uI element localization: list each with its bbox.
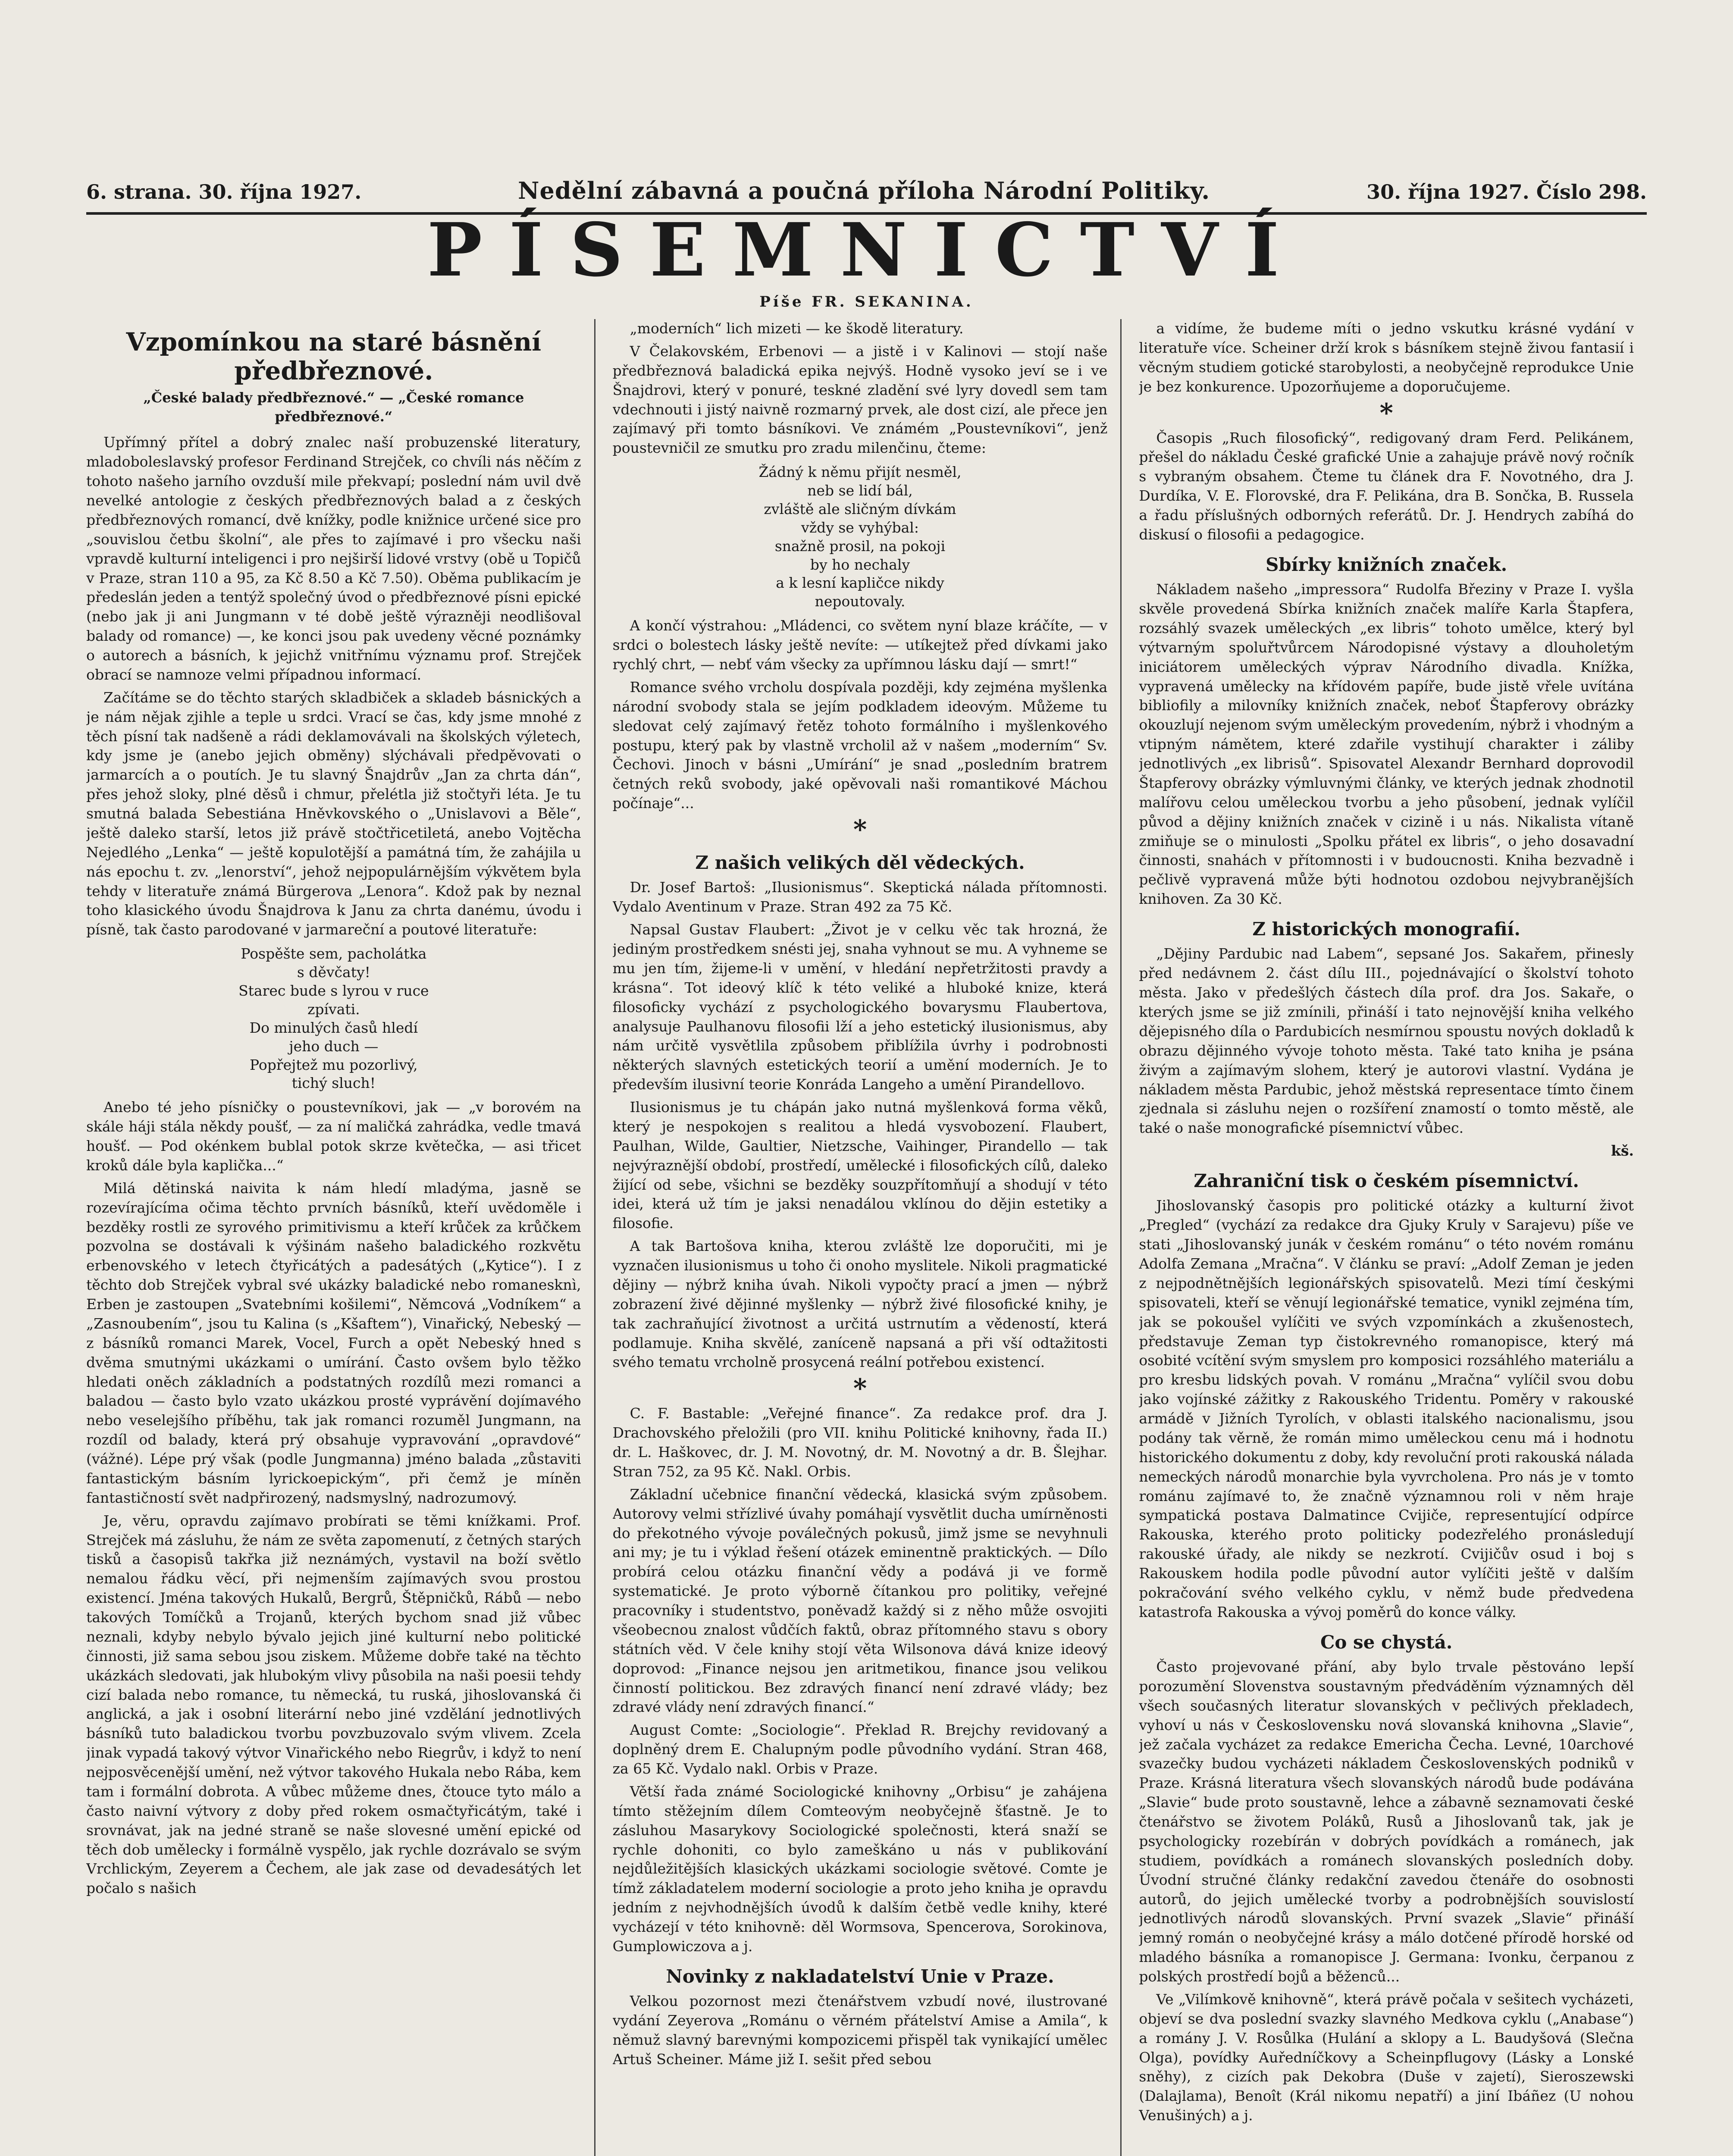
paragraph: Často projevované přání, aby bylo trvale pěstováno lepší porozumění Slovenstva soustavným předváděním významných děl všech současných literatur slovanských v pečlivých překladech, vyhoví u nás v Československu nová slovanská knihovna „Slavie“, jež začala vycházet za redakce Emericha Čecha. Levné, 10archové svazečky budou vycházeti nákladem Československých podniků v Praze. Krásná literatura všech slovanských národů bude podávána „Slavie“ bude proto soustavně, lehce a zábavně seznamovati české čtenářstvo se životem Poláků, Rusů a Jihoslovanů tak, jak je psychologicky rozebírán v dobrých povídkách a románech, jak studiem, povídkách a románech slovanských posledních doby. Úvodní stručné články redakční zavedou čtenáře do osobnosti autorů, do jejich umělecké tvorby a podrobnějších souvislostí jednotlivých národů slovanských. První svazek „Slavie“ přináší jemný román o neobyčejné krásy a málo dotčené přírodě horské od mladého básníka a romanopisce J. Germana: Ivonku, čerpanou z polských prostředí bojů a běženců... [1139, 1658, 1634, 1985]
poem-line: zvláště ale sličným dívkám [764, 500, 956, 517]
section-author: Píše FR. SEKANINA. [759, 293, 974, 310]
paragraph: A končí výstrahou: „Mládenci, co světem nyní blaze kráčíte, — v srdci o bolestech lásky ještě nevíte: — utíkejtež před dívkami jako rychlý chrt, — nebť vám všecky za upřímnou lásku dají — smrt!“ [612, 617, 1108, 673]
header-left: 6. strana. 30. října 1927. [86, 180, 362, 204]
paragraph: Dr. Josef Bartoš: „Ilusionismus“. Skeptická nálada přítomnosti. Vydalo Aventinum v Praze. Stran 492 za 75 Kč. [612, 879, 1108, 915]
poem-line: Starec bude s lyrou v ruce [238, 982, 429, 999]
paragraph: Romance svého vrcholu dospívala později, kdy zejména myšlenka národní svobody stala se jejím podkladem ideovým. Můžeme tu sledovat celý zajímavý řetěz tohoto formálního i myšlenkového postupu, který pak by vlastně vrcholil až v našem „moderním“ Sv. Čechovi. Jinoch v básni „Umírání“ je snad „posledním bratrem četných reků svobody, jaké opěvovali naši romantikové Máchou počínaje“... [612, 678, 1108, 812]
paragraph: August Comte: „Sociologie“. Překlad R. Brejchy revidovaný a doplněný drem E. Chalupným podle původního vydání. Stran 468, za 65 Kč. Vydalo nakl. Orbis v Praze. [612, 1721, 1108, 1777]
poem-line: Žádný k němu přijít nesměl, [758, 464, 962, 481]
article-columns [86, 319, 1647, 2156]
poem-line: jeho duch — [289, 1037, 379, 1055]
section-heading: Z historických monografií. [1252, 918, 1520, 940]
paragraph: Ve „Vilímkově knihovně“, která právě počala v sešitech vycházeti, objeví se dva poslední svazky slavného Medkova cyklu („Anabase“) a romány J. V. Rosůlka (Hulání a sklopy a L. Baudyšová (Slečna Olga), povídky Auředníčkovy a Scheinpflugovy (Lásky a Lonské sněhy), z cizích pak Dekobra (Duše v zajetí), Sieroszewski (Dalajlama), Benoît (Král nikomu nepatří) a jiní Ibáñez (U nohou Venušiných) a j. [1139, 1990, 1634, 2124]
poem [613, 463, 1108, 611]
paragraph: Napsal Gustav Flaubert: „Život je v celku věc tak hrozná, že jediným prostředkem snésti jej, snaha vyhnout se mu. A vyhneme se mu jen tím, žijeme-li v umění, v hledání nepřetržitosti pravdy a krásna“. Tot ideový klíč k této veliké a hluboké knize, která filosoficky vychází z psychologického bovarysmu Flaubertova, analysuje Paulhanovu filosofii lží a jeho estetický ilusionismus, aby nám určitě vysvětlila způsobem přiblížila úvrhy i podrobnosti některých slavných estetických teorií a umění moderních. Je to především ilusivní teorie Konráda Langeho a umění Pirandellovo. [612, 921, 1108, 1093]
asterisk-separator-icon: * [853, 815, 867, 845]
poem-line: zpívati. [307, 1000, 360, 1018]
section-masthead: PÍSEMNICTVÍ [427, 207, 1306, 293]
poem-line: Pospěšte sem, pacholátka [241, 945, 427, 962]
paragraph: Základní učebnice finanční vědecká, klasická svým způsobem. Autorovy velmi střízlivé úvahy pomáhají vysvětlit ducha umírněnosti do překotného vývoje poválečných pokusů, jimž jsme se nevyhnuli ani my; je tu i výklad řešení otázek eminentně praktických. — Dílo probírá celou otázku finanční vědy a podává ji ve formě systematické. Je proto výborně čítankou pro politiky, veřejné pracovníky i studentstvo, poněvadž každý si z něho může osvojiti všeobecnou znalost vůdčích faktů, obraz přítomného stavu s obory státních věd. V čele knihy stojí věta Wilsonova dává knize ideový doprovod: „Finance nejsou jen aritmetikou, finance jsou velikou činností politickou. Bez zdravých financí není zdravé vlády; bez zdravé vlády není zdravých financí.“ [612, 1485, 1108, 1716]
paragraph: Jihoslovanský časopis pro politické otázky a kulturní život „Pregled“ (vychází za redakce dra Gjuky Kruly v Sarajevu) píše ve stati „Jihoslovanský junák v českém románu“ o této novém románu Adolfa Zemana „Mračna“. V článku se praví: „Adolf Zeman je jeden z nejpodnětnějších legionářských spisovatelů. Mezi tímí českými spisovateli, kteří se věnují legionářské tematice, vynikl zejména tím, jak se pokoušel vylíčiti ve svých vzpomínkách a zkušenostech, představuje Zeman typ čistokrevného romanopisce, který má osobité vcítění svým smyslem pro komposici rozsáhlého materiálu a pro kresbu lidských povah. V románu „Mračna“ vylíčil svou dobu jako vojínské zážitky z Rakouského Tridentu. Poměry v rakouské armádě v Jižních Tyrolích, v oblasti italského nacionalismu, jsou podány tak věrně, že román mimo uměleckou cenu má i hodnotu historického dokumentu z doby, kdy revoluční proti rakouská nálada nemeckých národů monarchie byla vyvrcholena. Pro nás je v tomto románu zajímavé to, že značně významnou roli v něm hraje sympatická postava Dalmatince Cvijiče, representující odpírce Rakouska, kterého proto politicky podezřelého pronásledují rakouské úřady, ale nikdy se nezkrotí. Cvijičův osud i boj s Rakouskem hodila podle původní autor vylíčiti ještě v dalším pokračování svého velkého cyklu, v němž bude předvedena katastrofa Rakouska a vývoj poměrů do konce války. [1139, 1197, 1634, 1620]
column-2 [613, 319, 1122, 2156]
paragraph: C. F. Bastable: „Veřejné finance“. Za redakce prof. dra J. Drachovského přeložili (pro VII. knihu Politické knihovny, řada II.) dr. L. Haškovec, dr. J. M. Novotný, dr. M. Novotný a dr. B. Šlejhar. Stran 752, za 95 Kč. Nakl. Orbis. [612, 1405, 1108, 1480]
poem-line: a k lesní kapličce nikdy [776, 574, 944, 592]
paragraph: a vidíme, že budeme míti o jedno vskutku krásné vydání v literatuře více. Scheiner drží krok s básníkem stejně živou fantasií i věcným studiem gotické starobylosti, a neobyčejně reprodukce Unie je bez konkurence. Upozorňujeme a doporučujeme. [1139, 320, 1634, 395]
asterisk-separator-icon: * [1379, 398, 1393, 428]
poem-line: Popřejtež mu pozorlivý, [250, 1056, 418, 1073]
poem-line: nepoutovaly. [815, 593, 906, 610]
section-heading: Z našich velikých děl vědeckých. [695, 852, 1025, 873]
poem-line: vždy se vyhýbal: [801, 519, 919, 536]
paragraph: Větší řada známé Sociologické knihovny „Orbisu“ je zahájena tímto stěžejním dílem Comteovým neobyčejně šťastně. Je to zásluhou Masarykovy Sociologické společnosti, která snaží se rychle dohoniti, co bylo zameškáno u nás v publikování nejdůležitějších klasických ukázkami sociologie světové. Comte je tímž základatelem moderní sociologie a proto jeho kniha je opravdu jedním z nejvhodnějších úvodů k dalším četbě vedle knihy, které vycházejí v této knihovně: děl Wormsova, Spencerova, Sorokinova, Gumplowiczova a j. [612, 1783, 1108, 1955]
article-title: Vzpomínkou na staré básnění předbřeznové. [126, 327, 542, 385]
paragraph: Je, věru, opravdu zajímavo probírati se těmi knížkami. Prof. Strejček má zásluhu, že nám ze světa zapomenutí, z četných starých tisků a časopisů takřka již neznámých, vystavil na boží světlo nemalou řádku věcí, při nejmenším zajímavých svou prostou existencí. Jména takových Hukalů, Bergrů, Štěpničků, Rábů — nebo takových Tomíčků a Trojanů, kterých bychom snad již vůbec neznali, kdyby nebylo bývalo jejich jiné kulturní nebo politické činnosti, již sama sebou jsou ziskem. Můžeme dobře také na těchto ukázkách sledovati, jak hlubokým vlivy působila na naši poesii tehdy cizí balada nebo romance, tu německá, tu ruská, jihoslovanská či anglická, a jak i osobní literární nebo jiné vzdělání jednotlivých básníků tuto baladickou tvorbu povzbuzovalo svým vlivem. Zcela jinak vypadá takový výtvor Vinařického nebo Riegrův, i když to není nejposvěcenější umění, než výtvor takového Hukala nebo Rába, kem tam i formální dobrota. A vůbec můžeme dnes, čtouce tyto málo a často naivní výtvory z doby před rokem osmačtyřicátým, také i srovnávat, jak na jedné straně se naše slovesné umění epické od těch dob umělecky i formálně vyspělo, jak rychle dozrávalo se svým Vrchlickým, Zeyerem a Čechem, ale jak zase od devadesátých let počalo s našich [86, 1512, 581, 1897]
paragraph: Upřímný přítel a dobrý znalec naší probuzenské literatury, mladoboleslavský profesor Ferdinand Strejček, co chvíli nás něčím z tohoto našeho jarního ovzduší mile překvapí; poslední nám uvil dvě nevelké antologie z českých předbřeznových balad a z českých předbřeznových romancí, dvě knížky, podle knižnice určené sice pro „souvislou četbu školní“, ale přes to zajímavé i pro všecku naši vpravdě kulturní inteligenci i pro nejširší lidové vrstvy (obě u Topičů v Praze, stran 110 a 95, za Kč 8.50 a Kč 7.50). Oběma publikacím je předeslán jeden a tentýž společný úvod o předbřeznové písni epické (nebo jak ji ani Jungmann v té době ještě výrazněji neodlišoval balady od romance) —, ke konci jsou pak uvedeny věcné poznámky o autorech a básních, k jejichž vnitřnímu významu prof. Strejček obrací se namnoze velmi případnou informací. [86, 434, 581, 683]
column-3 [1139, 319, 1647, 2156]
signature: kš. [1611, 1142, 1634, 1159]
paragraph: A tak Bartošova kniha, kterou zvláště lze doporučiti, mi je vyznačen ilusionismus u toho či onoho myslitele. Nikoli pragmatické dějiny — nýbrž kniha úvah. Nikoli vypočty prací a jmen — nýbrž zobrazení živé dějinné myšlenky — nýbrž živé filosofické knihy, je tak zachraňující životnost a určitá ustrnutím a vědeností, která podlamuje. Kniha skvělé, zaníceně napsaná a při vší odtažitosti svého tematu vrcholně prosycená reální potřebou existencí. [612, 1238, 1108, 1371]
section-heading: Co se chystá. [1320, 1631, 1453, 1653]
paragraph: „moderních“ lich mizeti — ke škodě literatury. [630, 320, 964, 337]
paragraph: Velkou pozornost mezi čtenářstvem vzbudí nové, ilustrované vydání Zeyerova „Románu o věrném přátelství Amise a Amila“, k němuž slavný barevnými kompozicemi přispěl tak vynikající umělec Artuš Scheiner. Máme již I. sešit před sebou [612, 1993, 1108, 2068]
paragraph: Ilusionismus je tu chápán jako nutná myšlenková forma věků, který je nespokojen s realitou a hledá vysvobození. Flaubert, Paulhan, Wilde, Gaultier, Nietzsche, Vaihinger, Pirandello — tak nejvýraznější období, prostředí, umělecké i filosofických cílů, daleko žijící od sebe, všichni se bezděky souzpřítomňují a shodují v této idei, která už tím je jaksi nenadálou vklínou do dějin estetiky a filosofie. [612, 1099, 1108, 1232]
asterisk-separator-icon: * [853, 1373, 867, 1404]
section-heading: Zahraniční tisk o českém písemnictví. [1194, 1170, 1579, 1192]
paragraph: Nákladem našeho „impressora“ Rudolfa Březiny v Praze I. vyšla skvěle provedená Sbírka knižních značek malíře Karla Štapfera, rozsáhlý svazek uměleckých „ex libris“ tohoto umělce, který byl výtvarným spoluřtvůrcem Národopisné výstavy a dlouholetým iniciátorem uměleckých výprav Národního divadla. Knížka, vypravená umělecky na křídovém papíře, bude jistě vřele uvítána bibliofily a milovníky knižních značek, neboť Štapferovy obrázky okouzlují nejenom svým uměleckým provedením, nýbrž i vhodným a vtipným námětem, které zdařile vystihují charakter i záliby jednotlivých „ex librisů“. Spisovatel Alexandr Bernhard doprovodil Štapferovy obrázky výmluvnými články, ve kterých jednak zhodnotil malířovu celou uměleckou tvorbu a jeho působení, jednak vylíčil původ a dějiny knižních značek v cizině i u nás. Nikalista vítaně zmiňuje se o minulosti „Spolku přátel ex libris“, o jeho dosavadní činnosti, snahách v přítomnosti i v budoucnosti. Kniha bezvadně i pečlivě vypravená může býti hodnotou ozdobou nejvybranějších knihoven. Za 30 Kč. [1139, 581, 1634, 908]
section-heading: Novinky z nakladatelství Unie v Praze. [666, 1965, 1054, 1987]
column-1 [86, 319, 595, 2156]
poem [86, 945, 581, 1093]
poem-line: neb se lidí bál, [807, 482, 913, 499]
poem-line: tichý sluch! [291, 1075, 376, 1092]
paragraph: Začítáme se do těchto starých skladbiček a skladeb básnických a je nám nějak zjihle a teple u srdci. Vrací se čas, kdy jsme mnohé z těch písní tak nadšeně a rádi deklamovávali na školských výletech, kdy jsme je (anebo jejich obměny) slýchávali předpěvovati o jarmarcích a o poutích. Je tu slavný Šnajdrův „Jan za chrta dán“, přes jehož sloky, plné děsů i chmur, přelétla již stočtyři léta. Je tu smutná balada Sebestiána Hněvkovského o „Unislavovi a Běle“, ještě daleko starší, letos již právě stočtřicetiletá, anebo Vojtěcha Nejedlého „Lenka“ — ještě kopulotější a památná tím, že zahájila u nás epochu t. zv. „lenorství“, jehož nejpopulárnějším výkvětem byla tehdy v literatuře známá Bürgerova „Lenora“. Kdož pak by neznal toho klasického úvodu Šnajdrova k Janu za chrta danému, úvodu i písně, tak často parodované v jarmareční a poutové literatuře: [86, 689, 581, 938]
paragraph: Anebo té jeho písničky o poustevníkovi, jak — „v borovém na skále háji stála někdy poušť, — za ní maličká zahrádka, vedle tmavá houšť. — Pod okénkem bublal potok skrze květečka, — asi třicet kroků dále byla kaplička...“ [86, 1099, 581, 1174]
header-right: 30. října 1927. Číslo 298. [1366, 180, 1647, 204]
poem-line: by ho nechaly [810, 556, 910, 573]
section-heading: Sbírky knižních značek. [1266, 554, 1507, 575]
header-center: Nedělní zábavná a poučná příloha Národní Politiky. [518, 177, 1210, 204]
paragraph: Časopis „Ruch filosofický“, redigovaný dram Ferd. Pelikánem, přešel do nákladu České grafické Unie a zahajuje právě nový ročník s vybraným obsahem. Čteme tu článek dra F. Novotného, dra J. Durdíka, V. E. Florovské, dra F. Pelikána, dra B. Sončka, B. Russela a řadu příslušných odborných referátů. Dr. J. Hendrych zabíhá do diskusí o filosofii a pedagogice. [1139, 429, 1634, 543]
article-subtitle: „České balady předbřeznové.“ — „České romance předbřeznové.“ [143, 389, 524, 425]
poem-line: Do minulých časů hledí [249, 1019, 418, 1036]
paragraph: „Dějiny Pardubic nad Labem“, sepsané Jos. Sakařem, přinesly před nedávnem 2. část dílu III., pojednávající o školství tohoto města. Jako v předešlých částech díla prof. dra Jos. Sakaře, o kterých jsme se již zmínili, přináší i tato nejnovější kniha velkého dějepisného díla o Pardubicích nesmírnou spoustu nových dokladů k obrazu dějinného vývoje tohoto města. Také tato kniha je psána živým a zajímavým slohem, který je autorovi vlastní. Vydána je nákladem města Pardubic, jehož městská representace tímto činem zjednala si zásluhu nejen o rozšíření znamostí o tomto městě, ale také o naše monografické písemnictví vůbec. [1139, 945, 1634, 1137]
poem-line: s děvčaty! [297, 964, 370, 981]
paragraph: V Čelakovském, Erbenovi — a jistě i v Kalinovi — stojí naše předbřeznová baladická epika nejvýš. Hodně vysoko jeví se i ve Šnajdrovi, který v ponuré, teskné zladění své lyry dovedl sem tam vdechnouti i jistý naivně rozmarný prvek, ale dost cizí, ale přece jen zajímavý při tomto básníkovi. Ve známém „Poustevníkovi“, jenž poustevničil ze smutku pro zradu milenčinu, čteme: [612, 342, 1108, 457]
paragraph: Milá dětinská naivita k nám hledí mladýma, jasně se rozevírajícíma očima těchto prvních básníků, kteří uvědoměle i bezděky rostli ze syrového primitivismu a kteří krůček za krůčkem pozvolna se dostávali k výšinám našeho baladického rozkvětu erbenovského v letech čtyřicátých a padesátých („Kytice“). I z těchto dob Strejček vybral své ukázky baladické nebo romanesknì, Erben je zastoupen „Svatebními košilemi“, Němcová „Vodníkem“ a „Zasnoubením“, jsou tu Kalina (s „Kšaftem“), Vinařický, Nebeský — z básníků romanci Marek, Vocel, Furch a opět Nebeský hned s dvěma smutnými ukázkami o umírání. Často ovšem bylo těžko hledati oněch základních a podstatných rozdílů mezi romanci a baladou — často bylo vzato ukázkou prosté vyprávění dojímavého nebo veselejšího příběhu, tak jak romanci rozuměl Jungmann, na rozdíl od balady, která prý obsahuje vypravování „opravdové“ (vážné). Lépe prý však (podle Jungmanna) jméno balada „zůstaviti fantastickým básním lyrickoepickým“, při čemž je míněn fantastičností svět nadpřirozený, nadsmyslný, nadrozumový. [86, 1179, 581, 1506]
poem-line: snažně prosil, na pokoji [774, 537, 946, 555]
